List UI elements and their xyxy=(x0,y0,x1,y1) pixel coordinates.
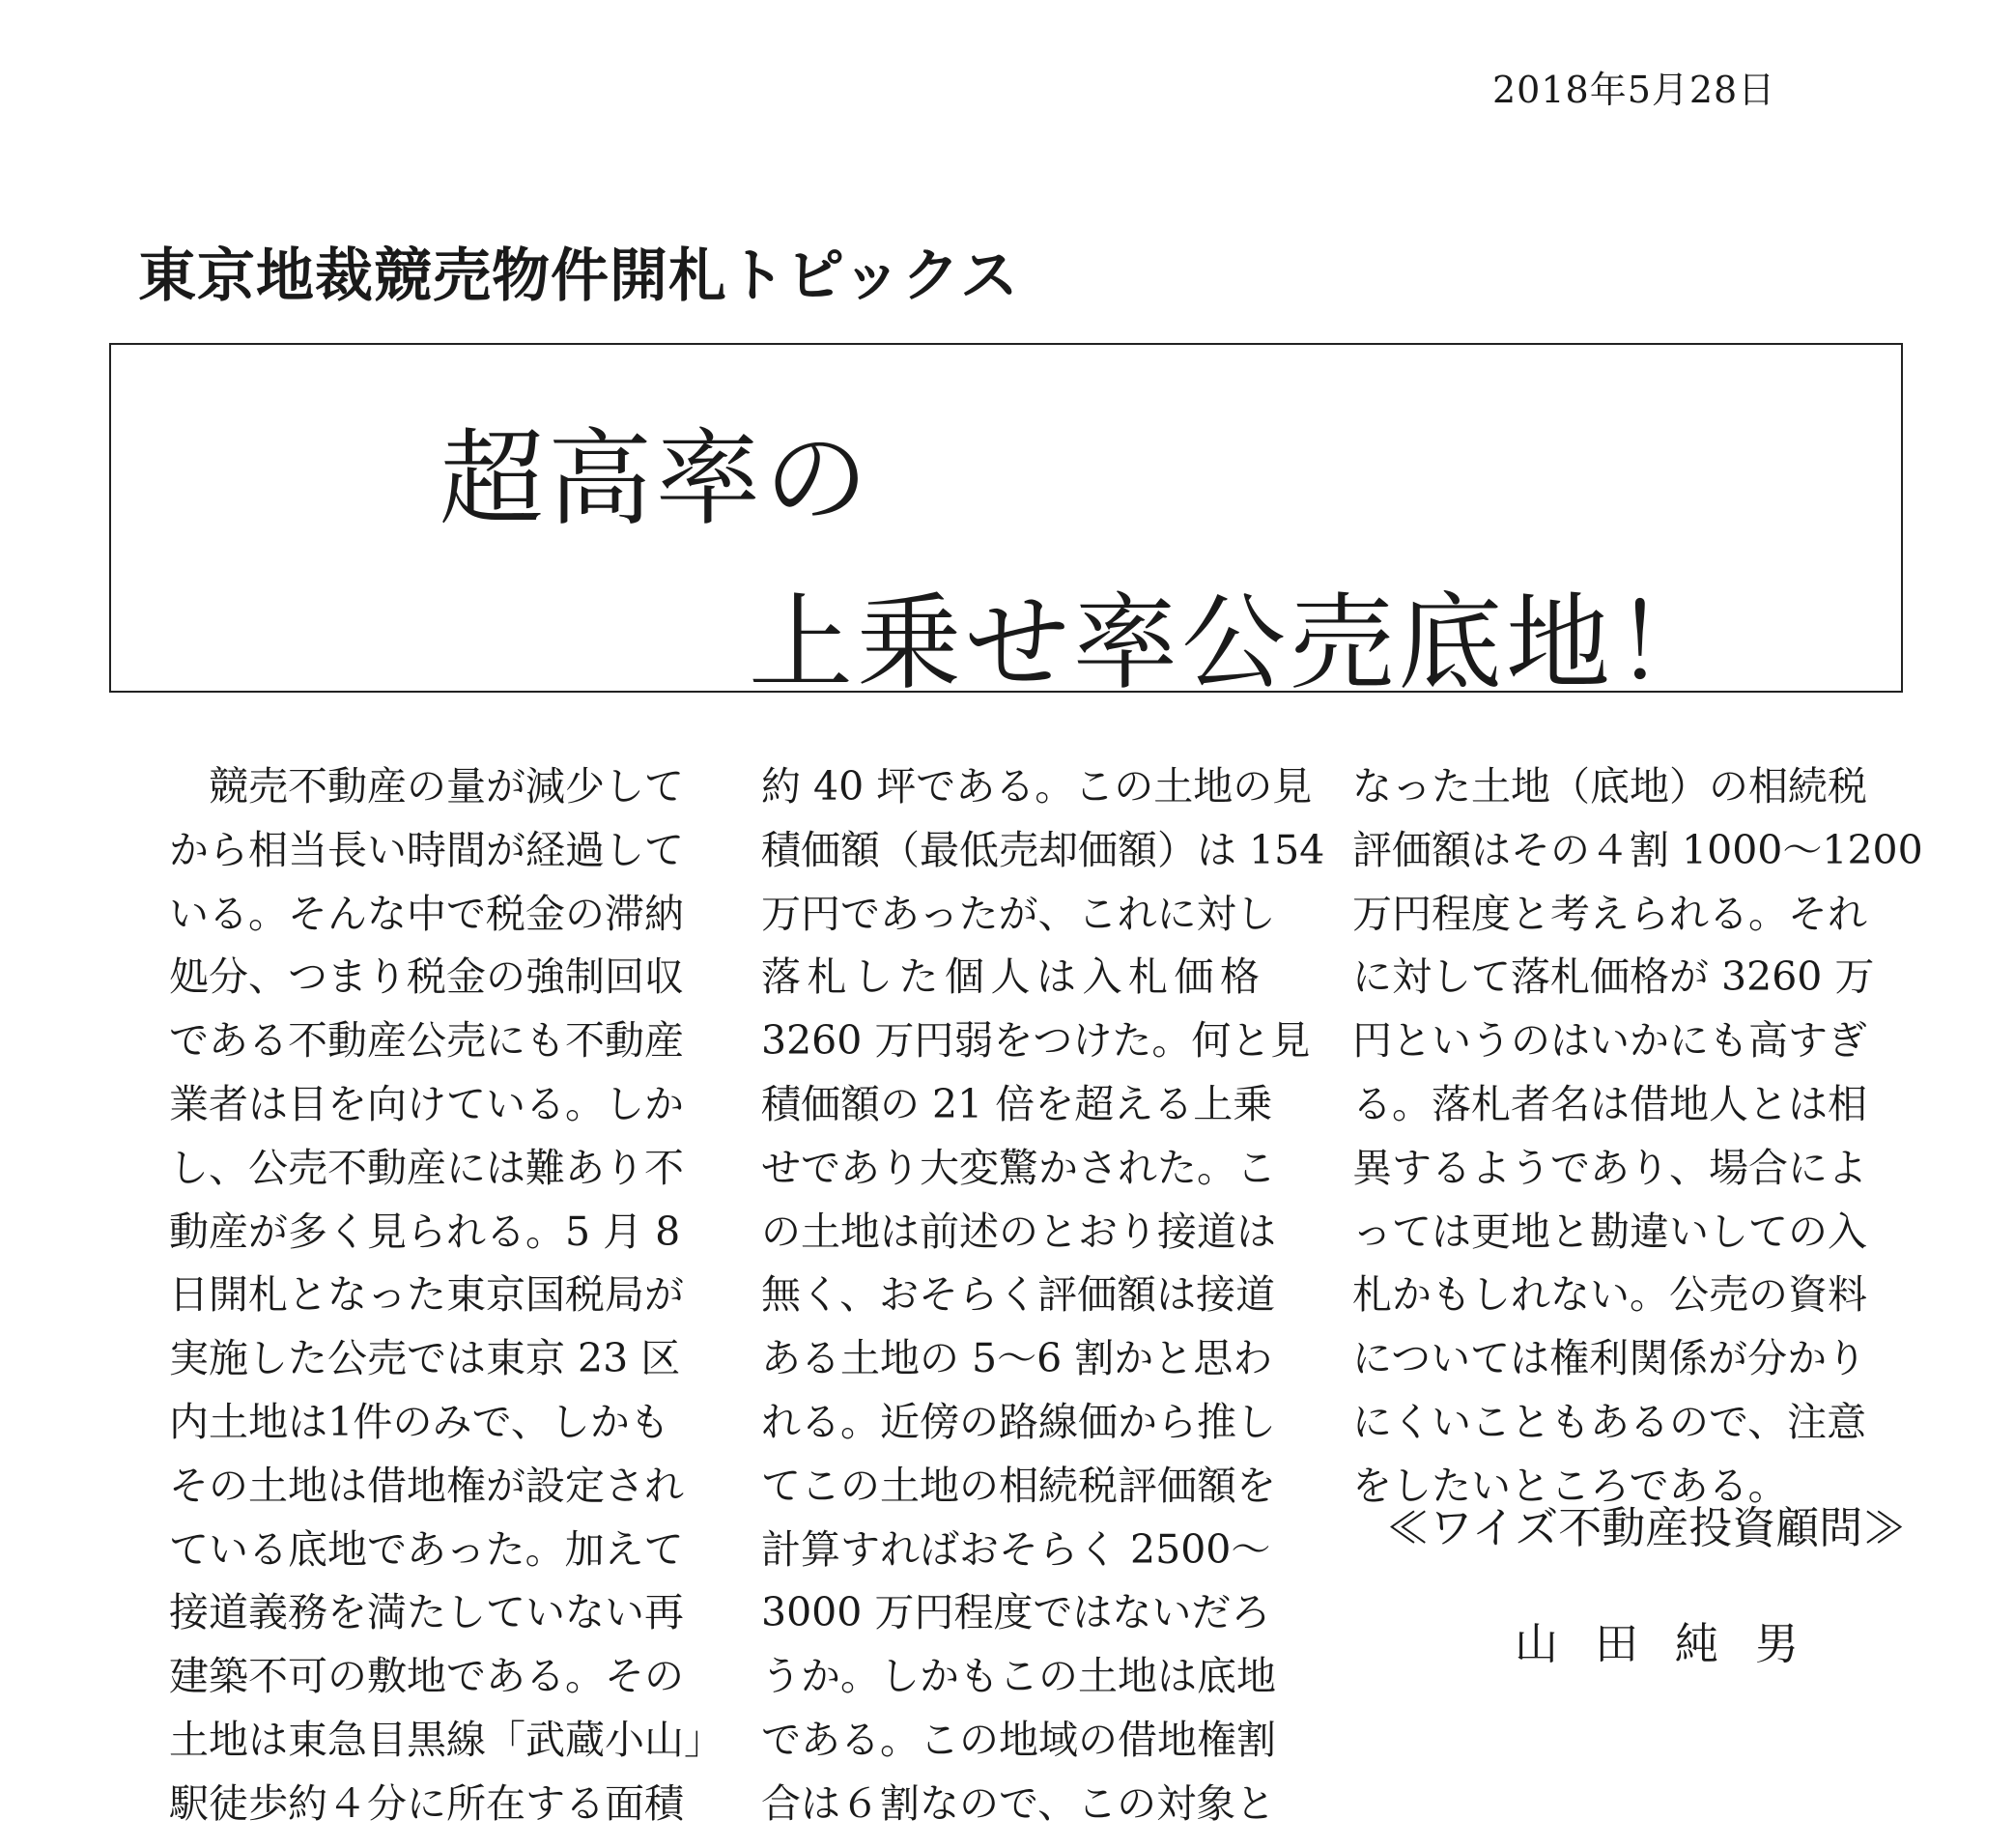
article-line: 異するようであり、場合によ xyxy=(1352,1144,1867,1191)
article-line: 評価額はその４割 1000～1200 xyxy=(1352,826,1923,873)
article-line: 無く、おそらく評価額は接道 xyxy=(761,1271,1276,1319)
article-line: し、公売不動産には難あり不 xyxy=(169,1144,684,1191)
article-line: なった土地（底地）の相続税 xyxy=(1352,763,1867,810)
article-line: その土地は借地権が設定され xyxy=(169,1462,684,1509)
article-line: から相当長い時間が経過して xyxy=(169,826,684,873)
article-line: っては更地と勘違いしての入 xyxy=(1352,1208,1867,1255)
headline-line-2: 上乗せ率公売底地！ xyxy=(749,583,1723,704)
article-column-3 xyxy=(1352,755,1923,1519)
article-line: については権利関係が分かり xyxy=(1352,1335,1867,1382)
headline-box xyxy=(109,343,1903,704)
article-line: る。落札者名は借地人とは相 xyxy=(1352,1080,1867,1127)
article-line: 業者は目を向けている。しか xyxy=(169,1080,684,1127)
article-line: にくいこともあるので、注意 xyxy=(1352,1398,1867,1445)
article-line: 土地は東急目黒線「武蔵小山」 xyxy=(169,1716,723,1763)
article-line: 実施した公売では東京 23 区 xyxy=(169,1335,681,1382)
article-line: 計算すればおそらく 2500～ xyxy=(761,1525,1271,1573)
article-line: をしたいところである。 xyxy=(1352,1462,1788,1509)
article-line: 積価額（最低売却価額）は 154 xyxy=(761,826,1325,873)
article-line: 建築不可の敷地である。その xyxy=(169,1653,684,1700)
article-line: 万円程度と考えられる。それ xyxy=(1352,890,1867,937)
article-line: に対して落札価格が 3260 万 xyxy=(1352,953,1875,1001)
article-line: 3000 万円程度ではないだろ xyxy=(761,1589,1271,1636)
date: 2018年5月28日 xyxy=(1492,69,1776,111)
headline-line-1: 超高率の xyxy=(440,419,873,540)
article-line: れる。近傍の路線価から推し xyxy=(761,1398,1276,1445)
author-name: 山田純男 xyxy=(1515,1618,1836,1669)
article-line: 処分、つまり税金の強制回収 xyxy=(169,953,684,1001)
article-line: せであり大変驚かされた。こ xyxy=(761,1144,1276,1191)
article-line: 約 40 坪である。この土地の見 xyxy=(761,763,1313,810)
article-column-1 xyxy=(169,755,723,1836)
article-line: ある土地の 5～6 割かと思わ xyxy=(761,1335,1273,1382)
article-line: 積価額の 21 倍を超える上乗 xyxy=(761,1080,1273,1127)
topic-title: 東京地裁競売物件開札トピックス xyxy=(138,242,1019,310)
article-line: いる。そんな中で税金の滞納 xyxy=(169,890,684,937)
organization-name: ≪ワイズ不動産投資顧問≫ xyxy=(1386,1502,1907,1553)
article-line: 動産が多く見られる。5 月 8 xyxy=(169,1208,681,1255)
article-line: 万円であったが、これに対し xyxy=(761,890,1276,937)
article-line: である不動産公売にも不動産 xyxy=(169,1017,684,1065)
article-line: 接道義務を満たしていない再 xyxy=(169,1589,684,1636)
article-line: 内土地は1件のみで、しかも xyxy=(169,1398,669,1445)
article-line: 合は６割なので、この対象と xyxy=(761,1779,1276,1827)
article-line: 円というのはいかにも高すぎ xyxy=(1352,1017,1867,1065)
article-line: の土地は前述のとおり接道は xyxy=(761,1208,1276,1255)
article-line: 落札した個人は入札価格 xyxy=(761,953,1260,1001)
article-line: うか。しかもこの土地は底地 xyxy=(761,1653,1276,1700)
article-line: 日開札となった東京国税局が xyxy=(169,1271,684,1319)
article-line: 札かもしれない。公売の資料 xyxy=(1352,1271,1867,1319)
article-column-2 xyxy=(761,755,1325,1836)
article-line: 駅徒歩約４分に所在する面積 xyxy=(169,1779,684,1827)
article-line: 3260 万円弱をつけた。何と見 xyxy=(761,1017,1311,1065)
article-line: ている底地であった。加えて xyxy=(169,1525,684,1573)
article-line: てこの土地の相続税評価額を xyxy=(761,1462,1276,1509)
article-line: 競売不動産の量が減少して xyxy=(169,763,684,810)
article-line: である。この地域の借地権割 xyxy=(761,1716,1276,1763)
